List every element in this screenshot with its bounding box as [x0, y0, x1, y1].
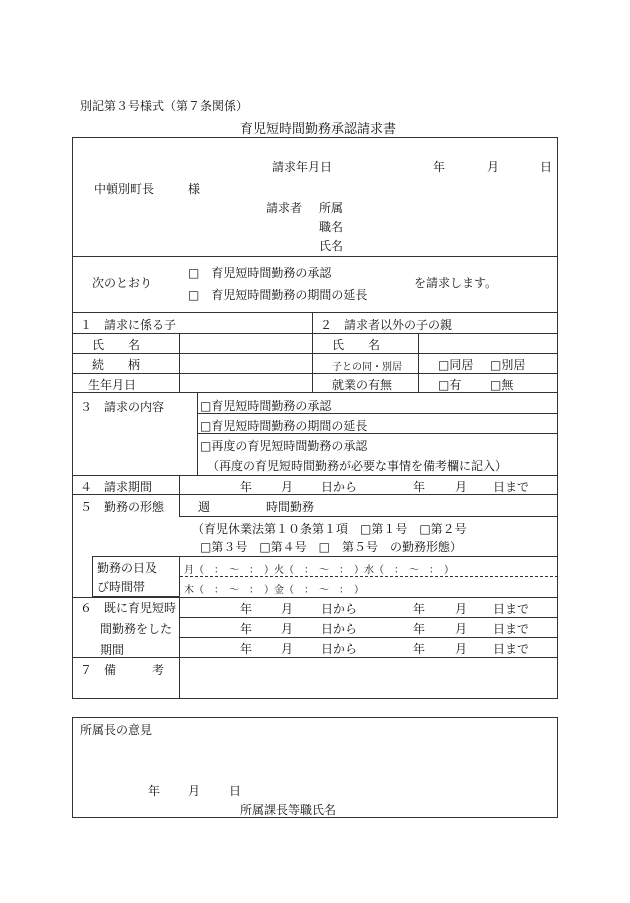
- content-option-reapproval[interactable]: □再度の育児短時間勤務の承認: [200, 439, 368, 453]
- opinion-date-day: 日: [229, 784, 242, 798]
- prior-period-1-end-year: 年: [413, 602, 426, 616]
- opinion-date-year: 年: [148, 784, 161, 798]
- request-tail: を請求します。: [414, 276, 498, 290]
- prior-period-1-start-year: 年: [240, 602, 253, 616]
- divider: [72, 333, 558, 334]
- period-start-year: 年: [240, 480, 253, 494]
- content-option-extension[interactable]: □育児短時間勤務の期間の延長: [200, 419, 368, 433]
- divider: [180, 576, 558, 577]
- section4-title: ４ 請求期間: [80, 480, 153, 494]
- parent-name-label: 氏 名: [332, 338, 381, 352]
- prior-period-3-start-year: 年: [240, 642, 253, 656]
- section6-title-line3: 期間: [100, 643, 125, 657]
- divider: [179, 617, 558, 618]
- child-birth-label: 生年月日: [88, 378, 137, 392]
- divider: [72, 373, 558, 374]
- prior-period-1-start-day: 日から: [321, 602, 358, 616]
- prior-period-2-start-day: 日から: [321, 622, 358, 636]
- divider: [312, 312, 313, 392]
- request-date-label: 請求年月日: [272, 160, 333, 174]
- job-title-label[interactable]: 職名: [319, 220, 344, 234]
- child-relation-label: 続 柄: [92, 358, 141, 372]
- divider: [72, 312, 558, 313]
- addressee: 中頓別町長: [94, 182, 155, 196]
- supervisor-opinion-title: 所属長の意見: [80, 723, 153, 737]
- schedule-row-thu-fri[interactable]: 木（ ： ～ ： ）金（ ： ～ ： ）: [184, 585, 364, 596]
- prior-period-2-end-day: 日まで: [493, 622, 530, 636]
- schedule-row-mon-wed[interactable]: 月（ ： ～ ： ）火（ ： ～ ： ）水（ ： ～ ： ）: [184, 565, 454, 576]
- period-start-month: 月: [281, 480, 294, 494]
- prior-period-3-end-year: 年: [413, 642, 426, 656]
- requester-name-label[interactable]: 氏名: [319, 239, 344, 253]
- schedule-label-line2: び時間帯: [97, 580, 146, 594]
- prior-period-2-end-month: 月: [455, 622, 468, 636]
- request-option-approval[interactable]: □ 育児短時間勤務の承認: [188, 266, 332, 280]
- divider: [179, 333, 180, 392]
- content-reapproval-note: （再度の育児短時間勤務が必要な事情を備考欄に記入）: [207, 459, 508, 473]
- employment-option-no[interactable]: □無: [490, 378, 514, 392]
- employment-option-yes[interactable]: □有: [438, 378, 462, 392]
- date-month-label: 月: [487, 160, 500, 174]
- cohabit-label: 子との同・別居: [332, 362, 402, 373]
- section7-title: ７ 備 考: [80, 663, 165, 677]
- prior-period-3-end-day: 日まで: [493, 642, 530, 656]
- divider: [179, 637, 558, 638]
- prior-period-2-start-year: 年: [240, 622, 253, 636]
- requester-label: 請求者: [266, 201, 303, 215]
- content-option-approval[interactable]: □育児短時間勤務の承認: [200, 399, 332, 413]
- law-reference-line1[interactable]: （育児休業法第１０条第１項 □第１号 □第２号: [192, 522, 467, 536]
- divider: [72, 475, 558, 476]
- prior-period-3-start-month: 月: [281, 642, 294, 656]
- request-lead: 次のとおり: [92, 276, 153, 290]
- divider: [72, 657, 558, 658]
- period-end-year: 年: [413, 480, 426, 494]
- divider: [179, 494, 180, 516]
- prior-period-2-start-month: 月: [281, 622, 294, 636]
- divider: [72, 494, 558, 495]
- divider: [179, 475, 180, 494]
- weekly-label: 週: [198, 500, 211, 514]
- section2-title: ２ 請求者以外の子の親: [320, 318, 453, 332]
- schedule-label-line1: 勤務の日及: [97, 561, 158, 575]
- request-option-extension[interactable]: □ 育児短時間勤務の期間の延長: [188, 288, 368, 302]
- employment-label: 就業の有無: [332, 378, 393, 392]
- divider: [72, 353, 558, 354]
- period-end-day: 日まで: [493, 480, 530, 494]
- supervisor-signature-label: 所属課長等職氏名: [240, 803, 337, 817]
- divider: [418, 333, 419, 392]
- prior-period-1-start-month: 月: [281, 602, 294, 616]
- divider: [72, 392, 558, 393]
- prior-period-1-end-month: 月: [455, 602, 468, 616]
- divider: [72, 597, 558, 598]
- form-title: 育児短時間勤務承認請求書: [240, 122, 397, 137]
- section6-title-line1: ６ 既に育児短時: [80, 601, 177, 615]
- cohabit-option-together[interactable]: □同居: [438, 358, 474, 372]
- divider: [179, 556, 558, 557]
- date-year-label: 年: [433, 160, 446, 174]
- section1-title: １ 請求に係る子: [80, 318, 177, 332]
- period-end-month: 月: [455, 480, 468, 494]
- addressee-honorific: 様: [188, 182, 201, 196]
- period-start-day: 日から: [321, 480, 358, 494]
- section3-title: ３ 請求の内容: [80, 400, 165, 414]
- prior-period-3-start-day: 日から: [321, 642, 358, 656]
- remarks-field[interactable]: [182, 660, 556, 697]
- form-reference: 別記第３号様式（第７条関係）: [80, 99, 249, 113]
- prior-period-3-end-month: 月: [455, 642, 468, 656]
- cohabit-option-separate[interactable]: □別居: [490, 358, 526, 372]
- affiliation-label[interactable]: 所属: [319, 201, 344, 215]
- section6-title-line2: 間勤務をした: [100, 622, 173, 636]
- section5-title: ５ 勤務の形態: [80, 500, 165, 514]
- prior-period-1-end-day: 日まで: [493, 602, 530, 616]
- law-reference-line2[interactable]: □第３号 □第４号 □ 第５号 の勤務形態）: [200, 540, 463, 554]
- hours-label: 時間勤務: [266, 500, 315, 514]
- opinion-date-month: 月: [188, 784, 201, 798]
- prior-period-2-end-year: 年: [413, 622, 426, 636]
- divider: [179, 516, 558, 517]
- divider: [72, 256, 558, 257]
- child-name-label: 氏 名: [92, 338, 141, 352]
- date-day-label: 日: [540, 160, 553, 174]
- divider: [179, 597, 180, 698]
